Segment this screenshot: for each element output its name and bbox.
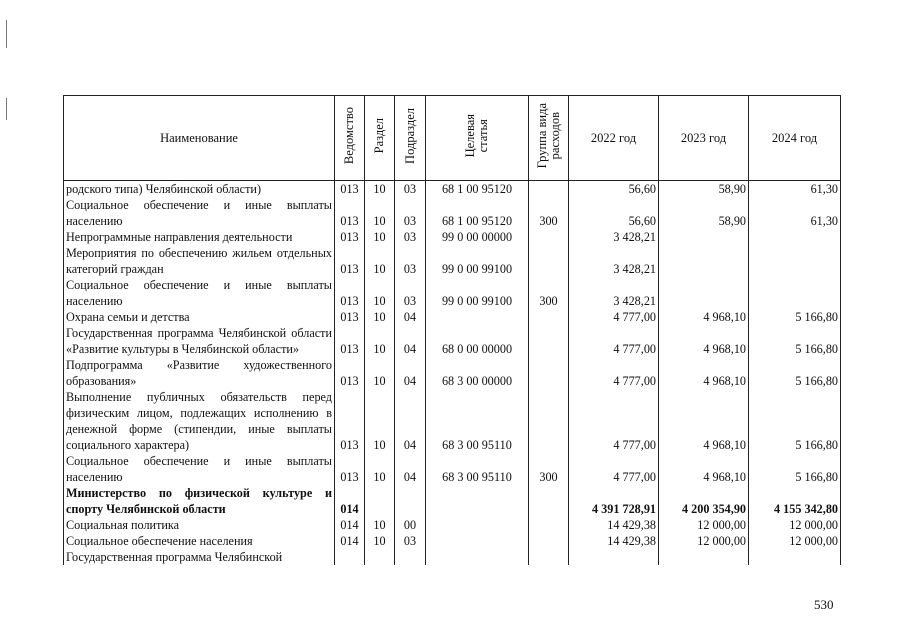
header-2024: 2024 год [749, 96, 841, 181]
row-podrazdel: 03 [395, 277, 426, 309]
row-celevaya-statya [426, 517, 529, 533]
row-value-2023: 58,90 [659, 181, 749, 198]
row-vedomstvo [335, 549, 365, 565]
table-row [64, 197, 841, 229]
row-value-2024: 12 000,00 [749, 517, 841, 533]
row-razdel: 10 [365, 229, 395, 245]
row-vedomstvo: 014 [335, 533, 365, 549]
row-value-2023: 4 968,10 [659, 453, 749, 485]
table-row [64, 229, 841, 245]
row-value-2022: 14 429,38 [569, 517, 659, 533]
row-gruppa-vida [529, 517, 569, 533]
row-value-2024: 5 166,80 [749, 309, 841, 325]
row-value-2022: 14 429,38 [569, 533, 659, 549]
row-value-2023: 4 968,10 [659, 325, 749, 357]
row-razdel: 10 [365, 453, 395, 485]
row-vedomstvo: 014 [335, 517, 365, 533]
row-razdel: 10 [365, 197, 395, 229]
row-value-2023: 4 968,10 [659, 357, 749, 389]
table-row [64, 357, 841, 389]
row-value-2022: 4 391 728,91 [569, 485, 659, 517]
header-2022: 2022 год [569, 96, 659, 181]
header-2023: 2023 год [659, 96, 749, 181]
header-razdel: Раздел [365, 96, 395, 181]
table-row [64, 325, 841, 357]
row-celevaya-statya: 99 0 00 99100 [426, 245, 529, 277]
row-name: Государственная программа Челябинской области «Развитие культуры в Челябинской области» [64, 325, 335, 357]
table-row [64, 453, 841, 485]
row-vedomstvo: 013 [335, 453, 365, 485]
row-value-2024: 5 166,80 [749, 357, 841, 389]
row-razdel: 10 [365, 517, 395, 533]
row-gruppa-vida: 300 [529, 277, 569, 309]
row-value-2022 [569, 549, 659, 565]
row-value-2023: 58,90 [659, 197, 749, 229]
table-row [64, 533, 841, 549]
row-value-2023: 4 200 354,90 [659, 485, 749, 517]
row-value-2023 [659, 245, 749, 277]
row-podrazdel: 03 [395, 229, 426, 245]
table-row [64, 549, 841, 565]
margin-line [6, 98, 7, 120]
row-razdel: 10 [365, 245, 395, 277]
row-name: Государственная программа Челябинской [64, 549, 335, 565]
row-podrazdel: 03 [395, 245, 426, 277]
row-podrazdel: 04 [395, 453, 426, 485]
row-value-2024 [749, 277, 841, 309]
row-value-2024: 12 000,00 [749, 533, 841, 549]
row-vedomstvo: 013 [335, 277, 365, 309]
row-celevaya-statya [426, 549, 529, 565]
row-value-2024 [749, 229, 841, 245]
row-vedomstvo: 014 [335, 485, 365, 517]
row-value-2024: 5 166,80 [749, 325, 841, 357]
row-value-2023: 12 000,00 [659, 517, 749, 533]
row-celevaya-statya [426, 533, 529, 549]
row-gruppa-vida [529, 309, 569, 325]
table-row [64, 517, 841, 533]
row-value-2024: 61,30 [749, 197, 841, 229]
header-gruppa-vida-rashodov: Группа вида расходов [529, 96, 569, 181]
row-name: Охрана семьи и детства [64, 309, 335, 325]
row-vedomstvo: 013 [335, 229, 365, 245]
row-razdel: 10 [365, 181, 395, 198]
row-value-2022: 4 777,00 [569, 453, 659, 485]
row-name: Министерство по физической культуре и спорту Челябинской области [64, 485, 335, 517]
row-podrazdel: 00 [395, 517, 426, 533]
row-name: родского типа) Челябинской области) [64, 181, 335, 198]
header-vedomstvo: Ведомство [335, 96, 365, 181]
row-gruppa-vida [529, 245, 569, 277]
row-razdel: 10 [365, 357, 395, 389]
table-header-row [64, 96, 841, 181]
row-gruppa-vida [529, 389, 569, 453]
row-razdel: 10 [365, 309, 395, 325]
table-row [64, 485, 841, 517]
row-podrazdel: 03 [395, 197, 426, 229]
row-vedomstvo: 013 [335, 325, 365, 357]
table-row [64, 245, 841, 277]
row-celevaya-statya: 68 3 00 95110 [426, 389, 529, 453]
row-vedomstvo: 013 [335, 357, 365, 389]
row-gruppa-vida [529, 325, 569, 357]
row-podrazdel [395, 485, 426, 517]
page-number: 530 [814, 597, 834, 612]
row-celevaya-statya [426, 485, 529, 517]
row-name: Подпрограмма «Развитие художественного образования» [64, 357, 335, 389]
row-gruppa-vida [529, 357, 569, 389]
row-vedomstvo: 013 [335, 197, 365, 229]
row-celevaya-statya: 68 3 00 95110 [426, 453, 529, 485]
row-name: Социальное обеспечение и иные выплаты населению [64, 277, 335, 309]
row-value-2022: 3 428,21 [569, 277, 659, 309]
row-razdel: 10 [365, 389, 395, 453]
row-gruppa-vida: 300 [529, 197, 569, 229]
row-celevaya-statya: 99 0 00 00000 [426, 229, 529, 245]
row-celevaya-statya [426, 309, 529, 325]
row-value-2022: 56,60 [569, 181, 659, 198]
row-celevaya-statya: 68 1 00 95120 [426, 181, 529, 198]
row-name: Социальное обеспечение и иные выплаты населению [64, 453, 335, 485]
row-value-2023 [659, 549, 749, 565]
row-razdel: 10 [365, 325, 395, 357]
row-gruppa-vida: 300 [529, 453, 569, 485]
row-podrazdel: 04 [395, 389, 426, 453]
row-podrazdel: 03 [395, 533, 426, 549]
row-value-2022: 3 428,21 [569, 229, 659, 245]
row-gruppa-vida [529, 549, 569, 565]
row-value-2022: 4 777,00 [569, 325, 659, 357]
row-value-2023: 4 968,10 [659, 389, 749, 453]
row-vedomstvo: 013 [335, 181, 365, 198]
row-razdel: 10 [365, 277, 395, 309]
margin-line [6, 20, 7, 48]
row-gruppa-vida [529, 485, 569, 517]
row-razdel [365, 485, 395, 517]
row-value-2022: 4 777,00 [569, 357, 659, 389]
row-podrazdel: 04 [395, 325, 426, 357]
row-celevaya-statya: 99 0 00 99100 [426, 277, 529, 309]
table-row [64, 277, 841, 309]
row-gruppa-vida [529, 181, 569, 198]
row-value-2023 [659, 277, 749, 309]
table-row [64, 389, 841, 453]
row-value-2022: 4 777,00 [569, 309, 659, 325]
row-value-2022: 4 777,00 [569, 389, 659, 453]
budget-table [63, 95, 841, 565]
row-podrazdel: 04 [395, 309, 426, 325]
row-value-2022: 3 428,21 [569, 245, 659, 277]
row-name: Социальное обеспечение населения [64, 533, 335, 549]
row-name: Социальная политика [64, 517, 335, 533]
row-value-2024 [749, 549, 841, 565]
row-podrazdel: 03 [395, 181, 426, 198]
table-row [64, 309, 841, 325]
row-name: Выполнение публичных обязательств перед физическим лицом, подлежащих исполнению в денежной форме (стипендии, иные выплаты социального характера) [64, 389, 335, 453]
row-podrazdel: 04 [395, 357, 426, 389]
row-name: Непрограммные направления деятельности [64, 229, 335, 245]
row-vedomstvo: 013 [335, 309, 365, 325]
row-value-2023: 12 000,00 [659, 533, 749, 549]
row-value-2023 [659, 229, 749, 245]
row-value-2024: 61,30 [749, 181, 841, 198]
row-value-2024: 4 155 342,80 [749, 485, 841, 517]
row-value-2024 [749, 245, 841, 277]
row-vedomstvo: 013 [335, 245, 365, 277]
row-gruppa-vida [529, 533, 569, 549]
table-row [64, 181, 841, 198]
header-name: Наименование [64, 96, 335, 181]
row-name: Социальное обеспечение и иные выплаты населению [64, 197, 335, 229]
row-podrazdel [395, 549, 426, 565]
row-razdel: 10 [365, 533, 395, 549]
row-vedomstvo: 013 [335, 389, 365, 453]
header-celevaya-statya: Целевая статья [426, 96, 529, 181]
row-celevaya-statya: 68 3 00 00000 [426, 357, 529, 389]
row-value-2023: 4 968,10 [659, 309, 749, 325]
header-podrazdel: Подраздел [395, 96, 426, 181]
row-celevaya-statya: 68 0 00 00000 [426, 325, 529, 357]
row-celevaya-statya: 68 1 00 95120 [426, 197, 529, 229]
row-value-2024: 5 166,80 [749, 389, 841, 453]
row-value-2024: 5 166,80 [749, 453, 841, 485]
row-name: Мероприятия по обеспечению жильем отдельных категорий граждан [64, 245, 335, 277]
row-gruppa-vida [529, 229, 569, 245]
row-value-2022: 56,60 [569, 197, 659, 229]
row-razdel [365, 549, 395, 565]
